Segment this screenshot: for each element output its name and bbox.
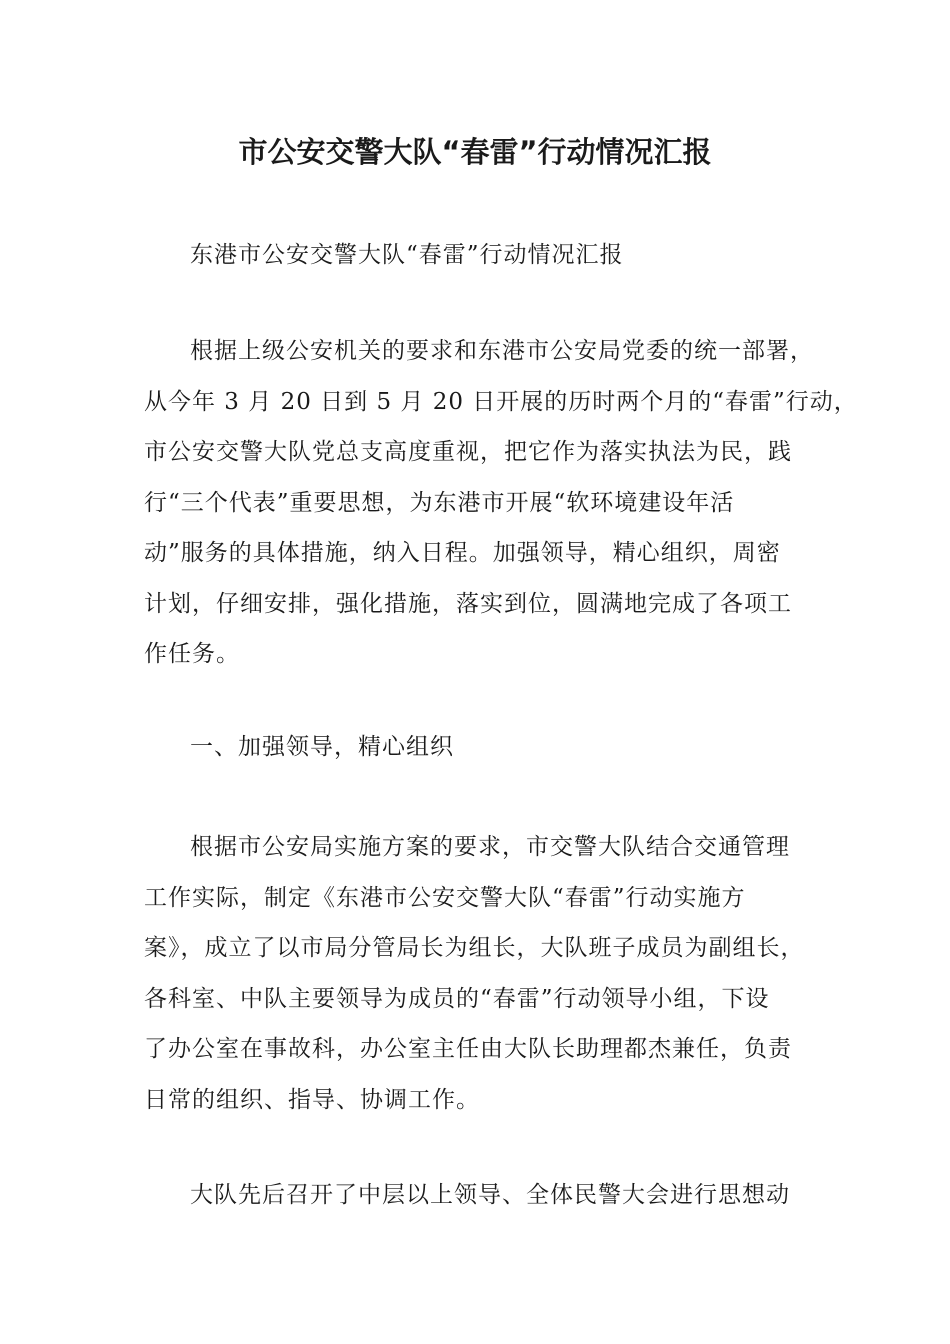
paragraph-line: 工作实际，制定《东港市公安交警大队“春雷”行动实施方 xyxy=(144,884,746,911)
document-title: 市公安交警大队“春雷”行动情况汇报 xyxy=(238,135,712,169)
paragraph-line: 市公安交警大队党总支高度重视，把它作为落实执法为民，践 xyxy=(144,439,792,465)
section-heading xyxy=(144,722,824,773)
paragraph-line: 大队先后召开了中层以上领导、全体民警大会进行思想动 xyxy=(190,1182,790,1208)
section-heading-text: 一、加强领导，精心组织 xyxy=(190,734,454,760)
paragraph-line: 了办公室在事故科，办公室主任由大队长助理都杰兼任，负责 xyxy=(144,1036,792,1062)
paragraph-line: 动”服务的具体措施，纳入日程。加强领导，精心组织，周密 xyxy=(144,540,781,566)
paragraph-line: 根据市公安局实施方案的要求，市交警大队结合交通管理 xyxy=(190,834,790,860)
paragraph-line: 案》，成立了以市局分管局长为组长，大队班子成员为副组长， xyxy=(144,935,805,961)
paragraph-organization xyxy=(144,822,824,1125)
paragraph-line: 从今年 3 月 20 日到 5 月 20 日开展的历时两个月的“春雷”行动， xyxy=(144,388,858,415)
paragraph-line: 行“三个代表”重要思想，为东港市开展“软环境建设年活 xyxy=(144,489,735,516)
paragraph-line: 各科室、中队主要领导为成员的“春雷”行动领导小组，下设 xyxy=(144,985,770,1012)
paragraph-line: 计划，仔细安排，强化措施，落实到位，圆满地完成了各项工 xyxy=(144,590,792,617)
document-subtitle xyxy=(144,230,824,281)
paragraph-line: 日常的组织、指导、协调工作。 xyxy=(144,1086,480,1113)
subtitle-text: 东港市公安交警大队“春雷”行动情况汇报 xyxy=(190,242,624,268)
paragraph-line: 作任务。 xyxy=(144,641,240,667)
paragraph-line: 根据上级公安机关的要求和东港市公安局党委的统一部署， xyxy=(190,338,814,364)
paragraph-meetings xyxy=(144,1170,824,1221)
paragraph-intro xyxy=(144,326,858,680)
